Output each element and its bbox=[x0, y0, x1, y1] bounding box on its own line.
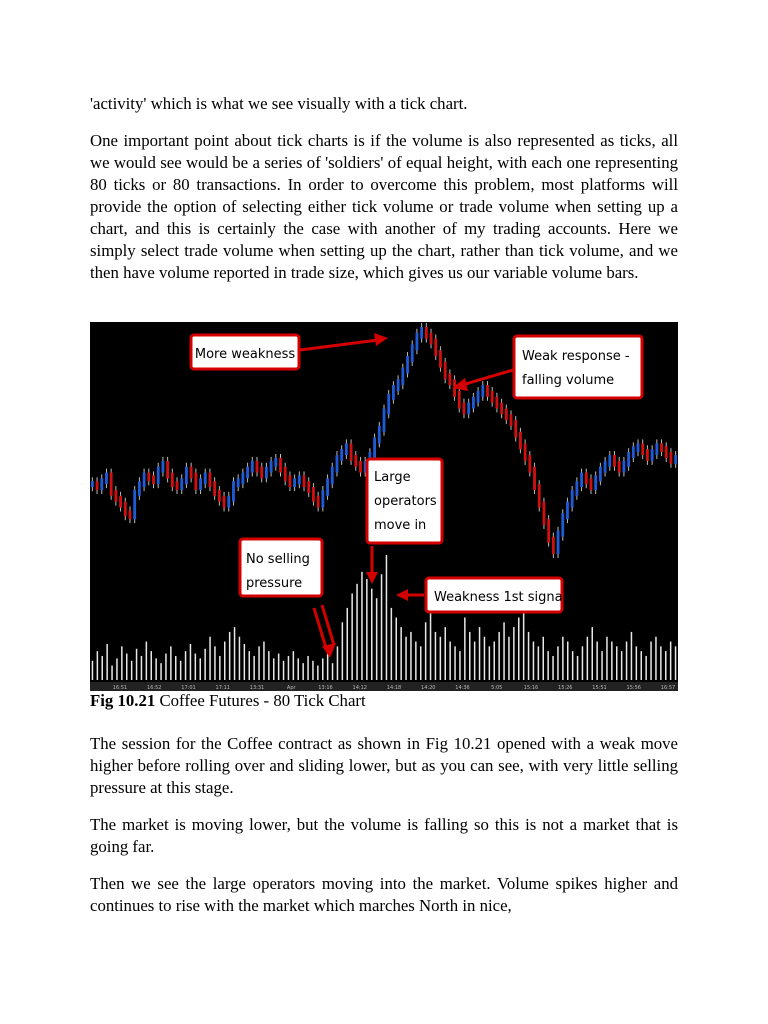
candle bbox=[477, 391, 480, 403]
paragraph-4: The market is moving lower, but the volume is falling so this is not a market that is going far. bbox=[90, 815, 678, 856]
candle bbox=[406, 356, 409, 373]
candle bbox=[425, 327, 428, 339]
candle bbox=[336, 455, 339, 472]
candle bbox=[444, 362, 447, 379]
candle bbox=[674, 455, 677, 464]
callout-weak-response-line2: falling volume bbox=[522, 373, 615, 388]
time-label: 13:16 bbox=[318, 685, 333, 691]
candle bbox=[340, 449, 343, 461]
candle bbox=[383, 408, 386, 431]
candle bbox=[543, 502, 546, 525]
candle bbox=[274, 458, 277, 467]
candle bbox=[613, 455, 616, 467]
candle bbox=[594, 475, 597, 490]
time-label: 14:18 bbox=[386, 685, 402, 691]
candle bbox=[213, 481, 216, 496]
candle bbox=[284, 467, 287, 482]
candle bbox=[575, 481, 578, 496]
candle bbox=[91, 481, 94, 487]
figure-caption-text: Coffee Futures - 80 Tick Chart bbox=[155, 691, 366, 710]
candle bbox=[190, 467, 193, 479]
candle bbox=[458, 391, 461, 408]
candle bbox=[580, 473, 583, 488]
candle bbox=[519, 432, 522, 449]
time-label: 17:01 bbox=[181, 685, 196, 691]
candle bbox=[655, 443, 658, 455]
candle bbox=[528, 455, 531, 472]
candle bbox=[510, 414, 513, 426]
candle bbox=[199, 478, 202, 490]
candle bbox=[590, 478, 593, 490]
figure-caption-label: Fig 10.21 bbox=[90, 691, 156, 710]
candle bbox=[204, 473, 207, 485]
figure-caption bbox=[90, 690, 366, 712]
candle bbox=[143, 473, 146, 488]
callout-large-operators-line3: move in bbox=[374, 518, 427, 533]
paragraph-1: 'activity' which is what we see visually with a tick chart. bbox=[90, 94, 468, 113]
candle bbox=[147, 473, 150, 482]
candle bbox=[486, 385, 489, 397]
candle bbox=[627, 452, 630, 467]
candle bbox=[533, 467, 536, 490]
candle bbox=[505, 408, 508, 420]
candle bbox=[124, 502, 127, 517]
candle bbox=[665, 446, 668, 458]
candle bbox=[481, 385, 484, 397]
candle bbox=[618, 461, 621, 473]
candle bbox=[439, 350, 442, 367]
candle bbox=[392, 385, 395, 400]
candle bbox=[194, 473, 197, 490]
candle bbox=[110, 473, 113, 496]
candle bbox=[660, 443, 663, 452]
candle bbox=[180, 478, 183, 490]
paragraph-2: One important point about tick charts is if the volume is also represented as ticks, all we would see would be a series of 'soldiers' of equal height, with each one representing 80 ticks or 80 transactions. In order to overcome this problem, most platforms will provide the option of selecting either tick volume or trade volume when setting up a chart, and this is certainly the case with another of my trading accounts. Here we simply select trade volume when setting up the chart, rather than tick volume, and we then have volume reported in trade size, which gives us our variable volume bars. bbox=[90, 131, 678, 282]
candle bbox=[354, 455, 357, 467]
candle bbox=[646, 449, 649, 461]
candle bbox=[359, 461, 362, 473]
paragraph-5: Then we see the large operators moving into the market. Volume spikes higher and continues to rise with the market which marches North in nice, bbox=[90, 874, 678, 915]
candle bbox=[321, 490, 324, 507]
candle bbox=[152, 475, 155, 484]
candle bbox=[166, 461, 169, 478]
candle bbox=[514, 420, 517, 437]
candle bbox=[416, 333, 419, 350]
candle bbox=[260, 467, 263, 479]
candle bbox=[491, 391, 494, 403]
candle bbox=[599, 467, 602, 482]
time-label: 14:12 bbox=[352, 685, 367, 691]
candle bbox=[251, 461, 254, 473]
time-label: 15:26 bbox=[558, 685, 573, 691]
candle bbox=[270, 461, 273, 473]
candle bbox=[430, 333, 433, 345]
candle bbox=[293, 478, 296, 487]
candle bbox=[218, 490, 221, 502]
paragraph-3: The session for the Coffee contract as shown in Fig 10.21 opened with a weak move higher before rolling over and sliding lower, but as you can see, with very little selling pressure at this stage. bbox=[90, 734, 678, 797]
candle bbox=[397, 379, 400, 391]
candle bbox=[289, 475, 292, 487]
candle bbox=[622, 461, 625, 473]
time-label: 16:57 bbox=[660, 685, 676, 691]
coffee-tick-chart-figure bbox=[90, 322, 678, 691]
candle bbox=[651, 449, 654, 461]
candle bbox=[472, 397, 475, 409]
candle bbox=[434, 339, 437, 356]
candle bbox=[411, 344, 414, 361]
candle bbox=[209, 473, 212, 488]
candle bbox=[670, 452, 673, 464]
candle bbox=[552, 537, 555, 554]
callout-weak-response-line1: Weak response - bbox=[522, 349, 630, 364]
callout-no-selling-line2: pressure bbox=[246, 576, 303, 591]
candle bbox=[524, 443, 527, 460]
candle bbox=[96, 481, 99, 490]
candle bbox=[237, 478, 240, 487]
candle bbox=[232, 481, 235, 501]
time-label: 17:11 bbox=[215, 685, 230, 691]
candle bbox=[557, 531, 560, 554]
time-label: 15:51 bbox=[592, 685, 607, 691]
candle bbox=[303, 475, 306, 487]
candle bbox=[256, 461, 259, 473]
candle bbox=[350, 443, 353, 460]
chart-canvas bbox=[90, 322, 678, 691]
candle bbox=[100, 478, 103, 490]
candle bbox=[571, 490, 574, 507]
callout-more-weakness-text: More weakness bbox=[194, 347, 296, 362]
candle bbox=[401, 368, 404, 385]
candle bbox=[608, 455, 611, 467]
time-label: 16:52 bbox=[147, 685, 162, 691]
callout-no-selling-line1: No selling bbox=[246, 552, 310, 567]
candle bbox=[448, 374, 451, 386]
candle bbox=[420, 327, 423, 339]
candle bbox=[345, 443, 348, 455]
candle bbox=[637, 443, 640, 452]
callout-weakness-first-text: Weakness 1st signal bbox=[434, 590, 567, 605]
candle bbox=[114, 490, 117, 502]
candle bbox=[298, 475, 301, 484]
candle bbox=[241, 473, 244, 485]
callout-large-operators-line1: Large bbox=[374, 470, 411, 485]
candle bbox=[265, 467, 268, 479]
candle bbox=[138, 481, 141, 496]
candle bbox=[538, 484, 541, 507]
candle bbox=[326, 478, 329, 495]
candle bbox=[157, 467, 160, 484]
candle bbox=[162, 461, 165, 473]
candle bbox=[307, 481, 310, 493]
time-label: Apr bbox=[286, 685, 296, 691]
candle bbox=[547, 519, 550, 542]
callout-large-operators-line2: operators bbox=[374, 494, 437, 509]
candle bbox=[119, 496, 122, 508]
candle bbox=[133, 490, 136, 519]
time-label: 5:05 bbox=[491, 685, 503, 691]
candle bbox=[227, 496, 230, 508]
candle bbox=[312, 487, 315, 502]
candle bbox=[467, 403, 470, 415]
candle bbox=[641, 443, 644, 455]
candle bbox=[279, 458, 282, 473]
candle bbox=[566, 502, 569, 519]
time-label: 15:16 bbox=[523, 685, 539, 691]
candle bbox=[495, 397, 498, 409]
candle bbox=[176, 481, 179, 490]
candle bbox=[604, 461, 607, 473]
candle bbox=[463, 403, 466, 415]
candle bbox=[373, 438, 376, 458]
candle bbox=[185, 467, 188, 484]
candle bbox=[561, 513, 564, 536]
candle bbox=[632, 446, 635, 458]
time-label: 13:31 bbox=[249, 685, 265, 691]
candle bbox=[105, 473, 108, 485]
candle bbox=[223, 496, 226, 508]
candle bbox=[585, 473, 588, 485]
time-label: 14:36 bbox=[455, 685, 470, 691]
candle bbox=[129, 510, 132, 519]
candle bbox=[171, 473, 174, 488]
time-label: 15:56 bbox=[626, 685, 641, 691]
candle bbox=[387, 394, 390, 414]
time-label: 16:51 bbox=[112, 685, 128, 691]
candle bbox=[246, 467, 249, 479]
time-label: 14:20 bbox=[421, 685, 436, 691]
candle bbox=[331, 467, 334, 484]
candle bbox=[378, 426, 381, 443]
candle bbox=[317, 496, 320, 508]
candle bbox=[500, 403, 503, 415]
